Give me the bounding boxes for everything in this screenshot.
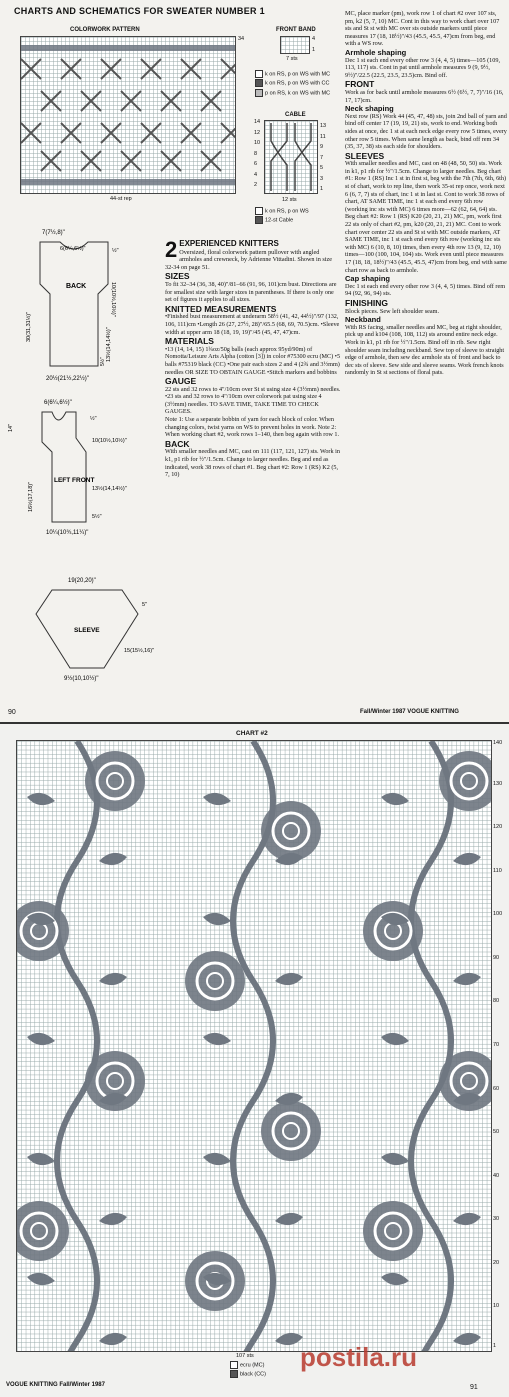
- back-neck: 6(6¼,6½)": [60, 246, 86, 252]
- back-side-top: ½": [112, 248, 119, 254]
- chart2-row-label: 70: [493, 1042, 500, 1048]
- colorwork-title: COLORWORK PATTERN: [70, 27, 140, 33]
- gauge-heading: GAUGE: [165, 376, 197, 387]
- page-number-right: 91: [470, 1384, 478, 1391]
- front-left: 16½(17,18)": [28, 481, 34, 512]
- cable-row-label: 10: [254, 140, 261, 146]
- front-left-top: 14": [8, 423, 14, 432]
- gauge-text: 22 sts and 32 rows to 4"/10cm over St st using size 4 (3½mm) needles. •23 sts and 32 rows to 4"/10cm over colorwork pat using size 4 (3½mm) needles. TO SAVE TIME, TAKE TIME TO CHECK GAUGES.: [165, 385, 341, 416]
- colorwork-motif: [41, 151, 61, 171]
- leaf-motif: [381, 1153, 409, 1165]
- vine-stem: [411, 741, 451, 1351]
- front-right: 10(10½,10½)": [92, 438, 127, 444]
- intro-text: Oversized, floral colorwork pattern pullover with angled armholes and crewneck, by Adrienne Vittadini. Shown in size 32-34 on page 51.: [165, 248, 333, 271]
- colorwork-motif: [201, 151, 221, 171]
- skill-number: 2: [165, 240, 178, 262]
- front-right-low: 13½(14,14½)": [92, 486, 127, 492]
- chart2-row-label: 140: [493, 740, 503, 746]
- chart2-row-label: 30: [493, 1216, 500, 1223]
- back-top: 7(7½,8)": [42, 230, 65, 236]
- front-band-title: FRONT BAND: [276, 27, 316, 33]
- leaf-motif: [99, 1333, 127, 1345]
- front-side-top: ½": [90, 416, 97, 422]
- rose-motif: [439, 751, 491, 811]
- vine-stem: [57, 741, 97, 1351]
- back-outline: [40, 242, 108, 366]
- colorwork-rep-label: 44-st rep: [110, 196, 132, 202]
- chart2-legend: ecru (MC) black (CC): [230, 1361, 266, 1380]
- cable-title: CABLE: [285, 112, 306, 118]
- sleeves-heading: SLEEVES: [345, 150, 385, 161]
- leaf-motif: [27, 1273, 55, 1285]
- front-outline: [42, 412, 86, 522]
- leaf-motif: [99, 853, 127, 865]
- chart2-row-label: 40: [493, 1172, 500, 1179]
- cable-row-label: 1: [320, 186, 324, 192]
- measurements-heading: KNITTED MEASUREMENTS: [165, 303, 277, 314]
- cable-sts: 12 sts: [282, 197, 297, 203]
- leaf-motif: [453, 973, 481, 985]
- colorwork-motif: [101, 59, 121, 79]
- colorwork-motif: [121, 151, 141, 171]
- page-right: [0, 722, 509, 1397]
- chart2-stitch-count: 107 sts: [236, 1353, 254, 1359]
- colorwork-motifs: [21, 37, 235, 193]
- cable-row-label: 5: [320, 165, 324, 171]
- back-heading: BACK: [165, 438, 190, 449]
- colorwork-motif: [161, 151, 181, 171]
- colorwork-row-count: 34: [238, 36, 245, 42]
- chart2-title: CHART #2: [236, 730, 268, 737]
- chart2-row-label: 10: [493, 1303, 500, 1310]
- materials-heading: MATERIALS: [165, 336, 214, 347]
- armhole-heading: Armhole shaping: [345, 47, 407, 57]
- notes-text: Note 1: Use a separate bobbin of yarn for each block of color. When changing colors, twist yarns on WS to prevent holes in work. Note 2: When working chart #2, work rows 1–140, then beg again with row 1.: [165, 416, 340, 439]
- neckband-text: With RS facing, smaller needles and MC, beg at right shoulder, pick up and k104 (108, 108, 112) sts around entire neck edge. Work in k1, p1 rib for ½"/1.5cm. Bind off in rib. Sew right shoulder seam including neckband. Sew top of sleeve to straight edge of armhole, then sew dec armhole sts of front and back to dec sts of sleeve. Sew side and sleeve seams. Work french knots randomly in St st sections of floral pats.: [345, 323, 505, 377]
- cable-row-label: 9: [320, 144, 324, 150]
- rose-motif: [363, 901, 423, 961]
- chart2-row-label: 100: [493, 911, 503, 918]
- sizes-text: To fit 32–34 (36, 38, 40)"/81–66 (91, 96, 101)cm bust. Directions are for smallest size with larger sizes in parentheses. If there is only one set of figures it applies to all sizes.: [165, 280, 337, 304]
- colorwork-motif: [81, 151, 101, 171]
- sleeve-cap: 5": [142, 602, 148, 608]
- back-bottom: 20½(21½,22½)": [46, 376, 89, 382]
- front-band-sts: 7 sts: [286, 56, 298, 62]
- page-header: CHARTS AND SCHEMATICS FOR SWEATER NUMBER 1: [14, 6, 265, 16]
- instructions-column-1: [165, 240, 341, 702]
- neck-heading: Neck shaping: [345, 104, 394, 114]
- colorwork-motif: [201, 91, 221, 111]
- leaf-motif: [381, 1273, 409, 1285]
- leaf-motif: [203, 913, 231, 925]
- cap-heading: Cap shaping: [345, 274, 391, 284]
- chart2-grid: [16, 740, 492, 1352]
- cable-row-label: 6: [254, 161, 258, 167]
- chart2-row-label: 120: [493, 824, 503, 831]
- back-cont-text: MC, place marker (pm), work row 1 of chart #2 over 107 sts, pm, k2 (5, 7, 10) MC. Cont in this way to work chart over 107 sts and St st with MC over sts outside markers until piece measures 17 (18, 18½)"/43 (45.5, 45.5, 47)cm from beg, end with a WS row.: [345, 10, 500, 48]
- finishing-heading: FINISHING: [345, 297, 388, 308]
- leaf-motif: [27, 1153, 55, 1165]
- rose-motif: [85, 751, 145, 811]
- cable-row-label: 12: [254, 129, 261, 136]
- cable-chart: [264, 120, 318, 194]
- front-heading: FRONT: [345, 79, 375, 90]
- chart2-row-label: 50: [493, 1129, 500, 1136]
- cap-text: Dec 1 st each end every other row 3 (4, 4, 5) times. Bind off rem 94 (92, 96, 94) sts.: [345, 282, 506, 298]
- leaf-motif: [203, 1153, 231, 1165]
- leaf-motif: [453, 1213, 481, 1225]
- front-band-row-top: 4: [312, 36, 316, 42]
- colorwork-chart: [20, 36, 236, 194]
- leaf-motif: [275, 1213, 303, 1225]
- colorwork-motif: [221, 123, 235, 143]
- rose-motif: [261, 801, 321, 861]
- back-label: BACK: [66, 283, 87, 290]
- leaf-motif: [99, 1213, 127, 1225]
- sleeve-label: SLEEVE: [74, 627, 100, 634]
- cable-row-label: 8: [254, 150, 258, 157]
- chart2-row-label: 80: [493, 998, 500, 1005]
- front-bottom: 10¼(10¾,11¼)": [46, 530, 89, 536]
- colorwork-motif: [21, 59, 41, 79]
- neck-text: Next row (RS) Work 44 (45, 47, 48) sts, join 2nd ball of yarn and bind off center 17 (19, 19, 21) sts, work to end. Working both sides at once, dec 1 st at each neck edge every row 5 times, every other row 5 times. When same length as back, bind off rem 34 (35, 37, 38) sts each side for shoulders.: [345, 112, 507, 151]
- leaf-motif: [27, 1033, 55, 1045]
- chart2-row-label: 110: [493, 867, 502, 874]
- measurements-text: •Finished bust measurement at underarm 58½ (41, 42, 44½)"/97 (132, 106, 111)cm •Length 26 (27, 27½, 28)"/65.5 (68, 69, 70.5)cm. •Sleeve width at upper arm 18 (18, 19, 19)"/45 (45, 47, 47)cm.: [165, 313, 340, 336]
- chart2-row-label: 1: [493, 1342, 497, 1349]
- sizes-heading: SIZES: [165, 271, 190, 282]
- footer-right: VOGUE KNITTING Fall/Winter 1987: [6, 1382, 105, 1388]
- cable-row-label: 4: [254, 171, 258, 178]
- back-right: 10(10½,10½)": [110, 282, 116, 317]
- front-text: Work as for back until armhole measures 6½ (6½, 7, 7)"/16 (16, 17, 17)cm.: [345, 88, 504, 104]
- leaf-motif: [203, 793, 231, 805]
- chart2-floral-motifs: [17, 741, 491, 1351]
- chart2-row-label: 130: [493, 780, 503, 787]
- page-number-left: 90: [8, 709, 16, 716]
- leaf-motif: [275, 1333, 303, 1345]
- colorwork-motif: [141, 123, 161, 143]
- colorwork-motif: [181, 59, 201, 79]
- instructions-column-2: [345, 10, 507, 704]
- colorwork-motif: [221, 59, 235, 79]
- leaf-motif: [27, 793, 55, 805]
- chart2-row-label: 90: [493, 954, 500, 961]
- back-right-low: 13½(14,14½)": [106, 327, 112, 362]
- watermark-logo: postila.ru: [300, 1342, 418, 1372]
- back-text: With smaller needles and MC, cast on 111 (117, 121, 127) sts. Work in k1, p1 rib for ½"/1.5cm. Change to larger needles. Beg and end as indicated, work 38 rows of chart #1. Beg chart #2: Row 1 (RS) K2 (5, 7, 10): [165, 448, 340, 479]
- sleeves-text: With smaller needles and MC, cast on 48 (48, 50, 50) sts. Work in k1, p1 rib for ½"/1.5cm. Change to larger needles. Beg chart #1: Row 1 (RS) Inc 1 st in first st, beg with the 7th (7th, 6th, 6th) st of chart, work to rep line, then work 35-st rep once, work next 6 (6, 7, 7) sts of chart, inc 1 st in last st. Cont to work 38 rows of chart, AT SAME TIME, inc 1 st each end every 6th row (working inc sts with MC) 6 times more—62 (62, 64, 64) sts. Beg chart #2: Row 1 (RS) K20 (20, 21, 21) MC, pm, work first 22 sts only of chart #2, pm, k20 (20, 21, 21) MC. Cont to work chart over center 22 sts and St st with MC outside markers, AT SAME TIME, inc 1 st each end every 6th row (working inc sts with MC) 6 (10, 8, 10) times, then every 4th row 13 (9, 12, 10) times—100 (100, 104, 104) sts. Work even until piece measures 17 (18, 18, 18½)"/43 (45.5, 45.5, 47)cm from beg, end with same chart row as back to armhole.: [345, 160, 507, 274]
- cable-row-label: 11: [320, 133, 326, 140]
- footer-left: Fall/Winter 1987 VOGUE KNITTING: [360, 709, 459, 715]
- chart2-row-labels: [493, 740, 509, 1350]
- leaf-motif: [203, 1033, 231, 1045]
- colorwork-motif: [21, 123, 41, 143]
- sleeve-bottom: 9½(10,10½)": [64, 676, 99, 682]
- front-base: 5½": [92, 514, 102, 520]
- front-label: LEFT FRONT: [54, 477, 95, 484]
- leaf-motif: [99, 973, 127, 985]
- leaf-motif: [275, 973, 303, 985]
- back-base: 5½": [100, 357, 106, 366]
- cable-row-label: 14: [254, 119, 261, 125]
- cable-row-label: 2: [254, 182, 258, 188]
- armhole-text: Dec 1 st each end every other row 3 (4, 4, 5) times—105 (109, 113, 117) sts. Cont in pat until armhole measures 9 (9, 9½, 9½)"/22.5 (22.5, 23.5, 23.5)cm. Bind off.: [345, 56, 500, 79]
- leaf-motif: [381, 1033, 409, 1045]
- legend-colorwork: k on RS, p on WS with MC k on RS, p on WS with CC p on RS, k on WS with MC: [255, 70, 330, 98]
- colorwork-motif: [181, 123, 201, 143]
- colorwork-motif: [101, 123, 121, 143]
- sleeve-right: 15(15½,16)": [124, 648, 155, 654]
- cable-row-label: 3: [320, 175, 324, 182]
- colorwork-motif: [81, 91, 101, 111]
- cable-row-label: 7: [320, 154, 324, 161]
- colorwork-motif: [121, 91, 141, 111]
- back-left: 30(31,31½)": [26, 311, 32, 342]
- chart2-row-label: 60: [493, 1085, 500, 1092]
- schematics: [2, 222, 162, 692]
- leaf-motif: [453, 853, 481, 865]
- colorwork-motif: [141, 59, 161, 79]
- cable-row-label: 13: [320, 123, 327, 129]
- finishing-text: Block pieces. Sew left shoulder seam.: [345, 307, 439, 315]
- leaf-motif: [381, 793, 409, 805]
- skill-level: EXPERIENCED KNITTERS: [179, 240, 279, 248]
- colorwork-motif: [41, 91, 61, 111]
- front-band-chart: [280, 36, 310, 54]
- rose-motif: [185, 951, 245, 1011]
- colorwork-motif: [161, 91, 181, 111]
- rose-motif: [261, 1101, 321, 1161]
- front-band-row-bottom: 1: [312, 47, 316, 53]
- colorwork-motif: [61, 123, 81, 143]
- rose-motif: [17, 1201, 69, 1261]
- materials-text: •13 (14, 14, 15) 1¾oz/50g balls (each approx 95yd/90m) of Nomotta/Leisure Arts Alpha (cotton [3]) in color #75300 ecru (MC) •5 balls #75319 black (CC) •One pair each sizes 2 and 4 (2¾ and 3½mm) needles OR SIZE TO OBTAIN GAUGE •Stitch markers and bobbins: [165, 345, 341, 376]
- rose-motif: [363, 1201, 423, 1261]
- colorwork-motif: [61, 59, 81, 79]
- front-top: 6(6¼,6½)": [44, 400, 72, 406]
- legend-cable: k on RS, p on WS 12-st Cable: [255, 207, 309, 226]
- neckband-heading: Neckband: [345, 315, 381, 325]
- sleeve-top: 19(20,20)": [68, 578, 96, 584]
- leaf-motif: [453, 1333, 481, 1345]
- chart2-row-label: 20: [493, 1259, 500, 1266]
